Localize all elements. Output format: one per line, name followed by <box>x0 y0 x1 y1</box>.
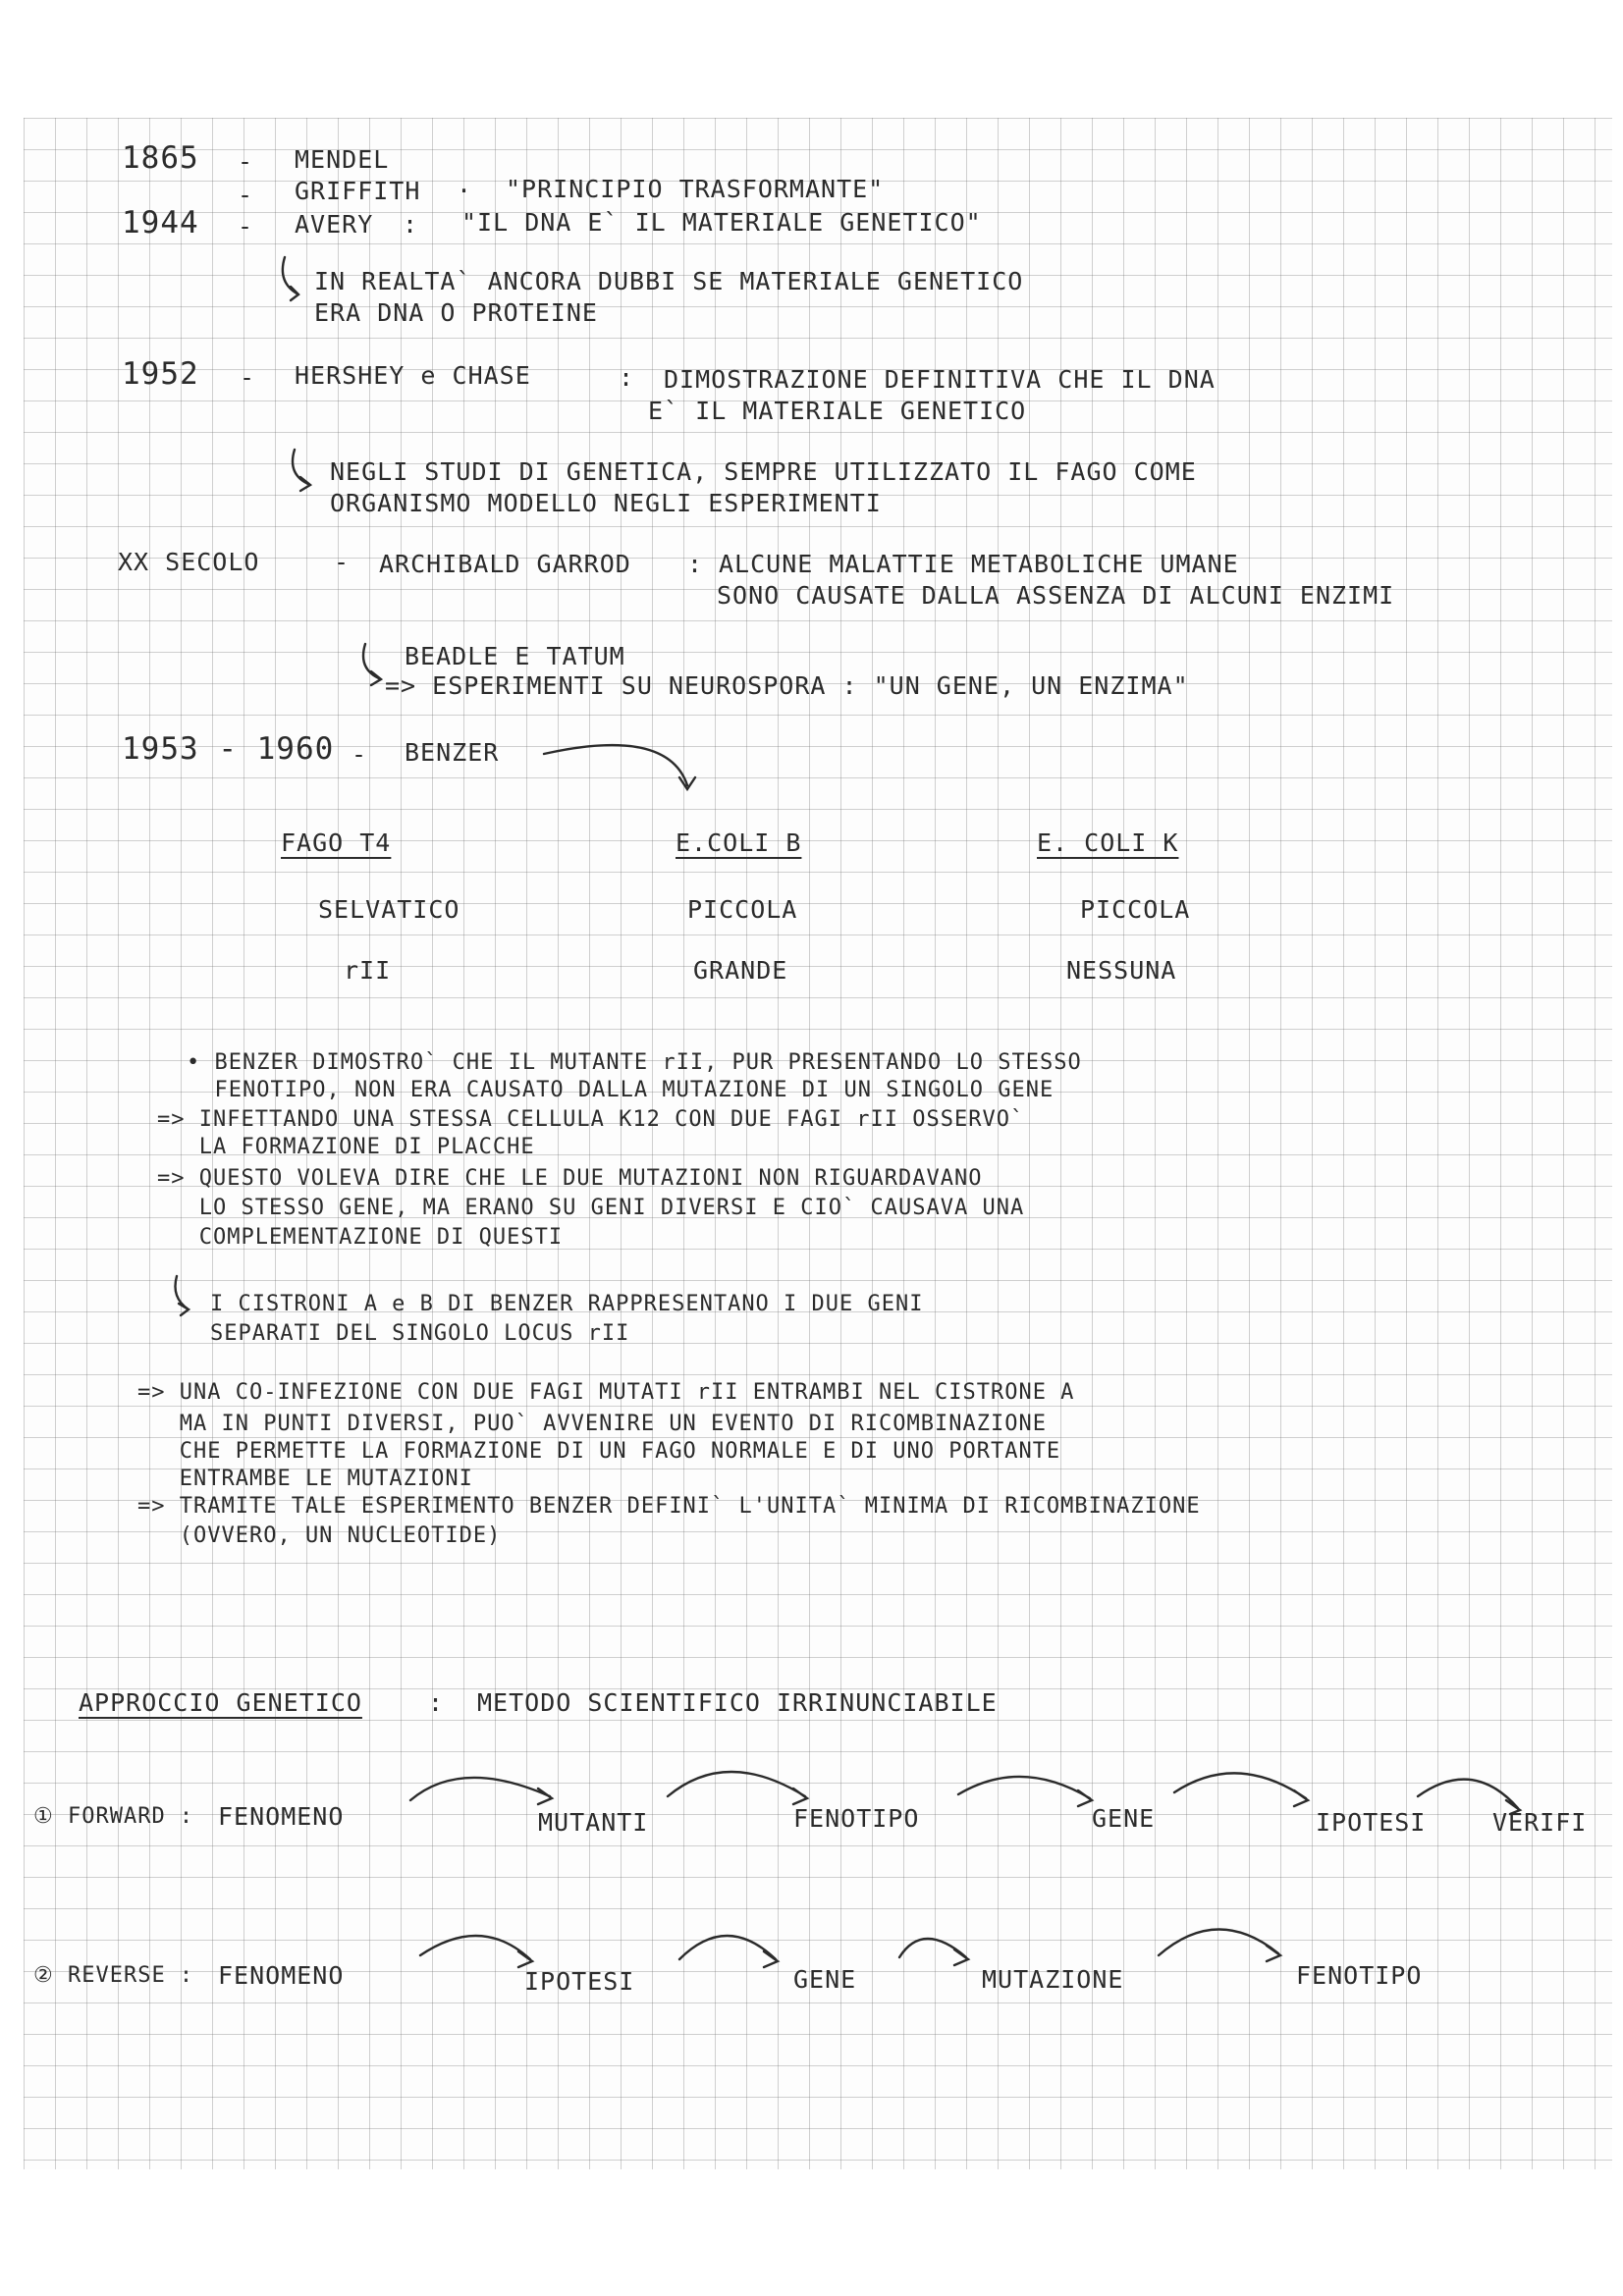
avery-name: AVERY <box>295 210 374 239</box>
note-line: • BENZER DIMOSTRO` CHE IL MUTANTE rII, PUR PRESENTANDO LO STESSO <box>187 1050 1082 1075</box>
table-cell: NESSUNA <box>1066 956 1177 985</box>
reverse-step: FENOMENO <box>218 1961 345 1990</box>
note-line: (OVVERO, UN NUCLEOTIDE) <box>137 1523 502 1548</box>
beadle-line2: => ESPERIMENTI SU NEUROSPORA : "UN GENE, UN ENZIMA" <box>385 671 1189 700</box>
forward-step: MUTANTI <box>538 1808 649 1837</box>
table-cell: PICCOLA <box>1080 895 1191 924</box>
avery-sub-line2: ERA DNA O PROTEINE <box>314 298 598 327</box>
forward-step: VERIFI <box>1492 1808 1588 1837</box>
forward-step: IPOTESI <box>1316 1808 1427 1837</box>
griffith-note: "PRINCIPIO TRASFORMANTE" <box>506 175 885 203</box>
hershey-sub-line2: ORGANISMO MODELLO NEGLI ESPERIMENTI <box>330 489 882 517</box>
note-line: ENTRAMBE LE MUTAZIONI <box>137 1467 473 1491</box>
dash: - <box>238 147 254 176</box>
dash: - <box>238 212 254 240</box>
note-line: COMPLEMENTAZIONE DI QUESTI <box>157 1225 564 1250</box>
dash: - <box>238 181 254 209</box>
year-1865: 1865 <box>122 140 199 176</box>
reverse-step: IPOTESI <box>524 1967 635 1996</box>
note-line: MA IN PUNTI DIVERSI, PUO` AVVENIRE UN EVENTO DI RICOMBINAZIONE <box>137 1412 1047 1436</box>
dash: - <box>352 740 368 769</box>
hershey-line1: DIMOSTRAZIONE DEFINITIVA CHE IL DNA <box>664 365 1216 394</box>
separator: · <box>457 177 473 205</box>
separator: : <box>428 1688 445 1717</box>
approach-subtitle: METODO SCIENTIFICO IRRINUNCIABILE <box>477 1688 998 1717</box>
mendel-name: MENDEL <box>295 145 390 174</box>
forward-label: ① FORWARD : <box>33 1804 194 1829</box>
table-cell: rII <box>344 956 392 985</box>
beadle-line1: BEADLE E TATUM <box>405 642 625 670</box>
forward-step: FENOMENO <box>218 1802 345 1831</box>
dash: - <box>240 363 256 392</box>
table-header-fago: FAGO T4 <box>281 828 392 857</box>
separator: : <box>687 550 704 578</box>
hershey-name: HERSHEY e CHASE <box>295 361 531 390</box>
approach-title: APPROCCIO GENETICO <box>79 1688 362 1717</box>
table-header-ecoli-k: E. COLI K <box>1037 828 1179 857</box>
xx-secolo: XX SECOLO <box>118 548 260 576</box>
reverse-step: FENOTIPO <box>1296 1961 1423 1990</box>
note-line: I CISTRONI A e B DI BENZER RAPPRESENTANO I DUE GENI <box>210 1292 924 1316</box>
year-1944: 1944 <box>122 205 199 240</box>
table-cell: SELVATICO <box>318 895 460 924</box>
note-line: LA FORMAZIONE DI PLACCHE <box>157 1135 535 1159</box>
note-line: SEPARATI DEL SINGOLO LOCUS rII <box>210 1321 630 1346</box>
note-line: => QUESTO VOLEVA DIRE CHE LE DUE MUTAZIONI NON RIGUARDAVANO <box>157 1166 983 1191</box>
note-line: => UNA CO-INFEZIONE CON DUE FAGI MUTATI rII ENTRAMBI NEL CISTRONE A <box>137 1380 1075 1405</box>
garrod-line2: SONO CAUSATE DALLA ASSENZA DI ALCUNI ENZIMI <box>717 581 1395 610</box>
avery-sub-line1: IN REALTA` ANCORA DUBBI SE MATERIALE GENETICO <box>314 267 1024 295</box>
hershey-sub-line1: NEGLI STUDI DI GENETICA, SEMPRE UTILIZZATO IL FAGO COME <box>330 457 1197 486</box>
note-line: LO STESSO GENE, MA ERANO SU GENI DIVERSI E CIO` CAUSAVA UNA <box>157 1196 1025 1220</box>
garrod-name: ARCHIBALD GARROD <box>379 550 631 578</box>
separator: : <box>403 210 419 239</box>
year-1952: 1952 <box>122 356 199 392</box>
table-cell: PICCOLA <box>687 895 798 924</box>
dash: - <box>334 548 351 576</box>
table-cell: GRANDE <box>693 956 788 985</box>
benzer-name: BENZER <box>405 738 500 767</box>
reverse-label: ② REVERSE : <box>33 1963 194 1988</box>
note-line: CHE PERMETTE LA FORMAZIONE DI UN FAGO NORMALE E DI UNO PORTANTE <box>137 1439 1061 1464</box>
reverse-step: MUTAZIONE <box>982 1965 1124 1994</box>
note-line: FENOTIPO, NON ERA CAUSATO DALLA MUTAZIONE DI UN SINGOLO GENE <box>187 1078 1055 1102</box>
forward-step: FENOTIPO <box>793 1804 920 1833</box>
note-line: => TRAMITE TALE ESPERIMENTO BENZER DEFINI` L'UNITA` MINIMA DI RICOMBINAZIONE <box>137 1494 1201 1519</box>
avery-note: "IL DNA E` IL MATERIALE GENETICO" <box>461 208 982 237</box>
year-1953-1960: 1953 - 1960 <box>122 731 335 767</box>
griffith-name: GRIFFITH <box>295 177 421 205</box>
note-line: => INFETTANDO UNA STESSA CELLULA K12 CON DUE FAGI rII OSSERVO` <box>157 1107 1025 1132</box>
table-header-ecoli-b: E.COLI B <box>676 828 802 857</box>
hershey-line2: E` IL MATERIALE GENETICO <box>648 397 1027 425</box>
separator: : <box>619 363 635 392</box>
garrod-line1: ALCUNE MALATTIE METABOLICHE UMANE <box>719 550 1239 578</box>
forward-step: GENE <box>1092 1804 1156 1833</box>
reverse-step: GENE <box>793 1965 857 1994</box>
